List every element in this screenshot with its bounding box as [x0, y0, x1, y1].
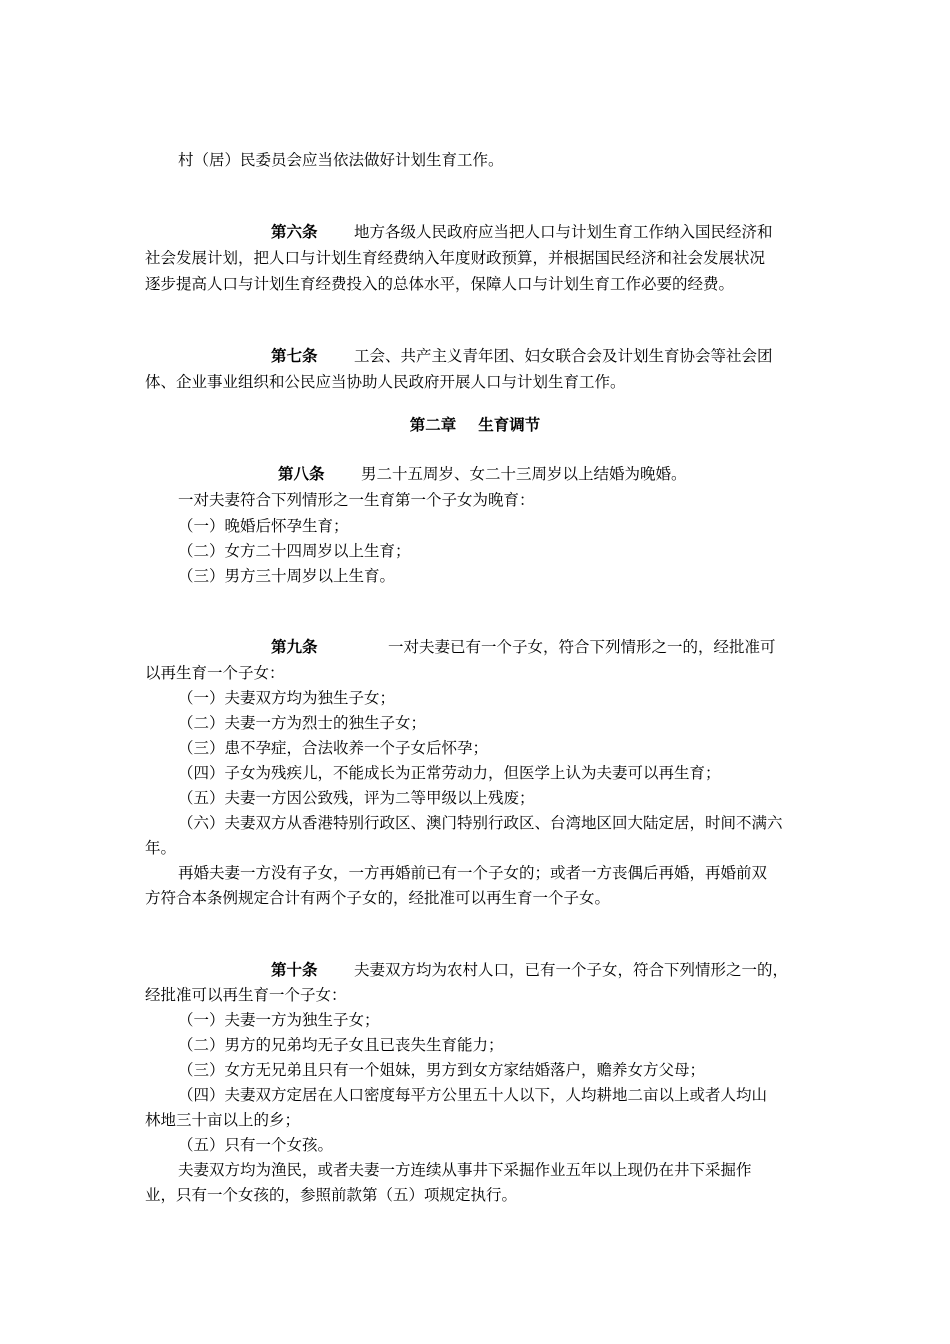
intro-text: 村（居）民委员会应当依法做好计划生育工作。 — [178, 151, 504, 169]
article-8-item-3: （三）男方三十周岁以上生育。 — [178, 567, 396, 585]
article-10-title: 第十条 — [271, 960, 318, 979]
chapter-heading — [0, 412, 950, 438]
article-9-item-6-line-1: （六）夫妻双方从香港特别行政区、澳门特别行政区、台湾地区回大陆定居，时间不满六 — [178, 814, 783, 832]
article-10-paragraph-line-2: 业，只有一个女孩的，参照前款第（五）项规定执行。 — [145, 1186, 518, 1204]
article-10-item-4-line-2: 林地三十亩以上的乡； — [145, 1111, 301, 1129]
article-8-line-1: 男二十五周岁、女二十三周岁以上结婚为晚婚。 — [361, 465, 687, 483]
article-10-item-2: （二）男方的兄弟均无子女且已丧失生育能力； — [178, 1036, 504, 1054]
article-9-title: 第九条 — [271, 637, 318, 656]
article-8-title: 第八条 — [278, 464, 325, 483]
article-10-paragraph-line-1: 夫妻双方均为渔民，或者夫妻一方连续从事井下采掘作业五年以上现仍在井下采掘作 — [178, 1161, 752, 1179]
article-7-line-1: 工会、共产主义青年团、妇女联合会及计划生育协会等社会团 — [354, 347, 773, 365]
article-8-item-1: （一）晚婚后怀孕生育； — [178, 517, 349, 535]
article-10-line-1: 夫妻双方均为农村人口，已有一个子女，符合下列情形之一的， — [354, 961, 789, 979]
chapter-number: 第二章 — [409, 415, 457, 434]
article-7-line-2: 体、企业事业组织和公民应当协助人民政府开展人口与计划生育工作。 — [145, 373, 626, 391]
article-6-line-2: 社会发展计划，把人口与计划生育经费纳入年度财政预算，并根据国民经济和社会发展状况 — [145, 249, 766, 267]
article-9-item-3: （三）患不孕症，合法收养一个子女后怀孕； — [178, 739, 489, 757]
article-9-line-2: 以再生育一个子女： — [145, 664, 285, 682]
article-10-item-4-line-1: （四）夫妻双方定居在人口密度每平方公里五十人以下，人均耕地二亩以上或者人均山 — [178, 1086, 768, 1104]
article-10-item-3: （三）女方无兄弟且只有一个姐妹，男方到女方家结婚落户，赡养女方父母； — [178, 1061, 706, 1079]
article-9-item-6-line-2: 年。 — [145, 839, 177, 857]
article-9-paragraph-line-1: 再婚夫妻一方没有子女，一方再婚前已有一个子女的；或者一方丧偶后再婚，再婚前双 — [178, 864, 768, 882]
article-6-line-1: 地方各级人民政府应当把人口与计划生育工作纳入国民经济和 — [354, 223, 773, 241]
article-6-line-3: 逐步提高人口与计划生育经费投入的总体水平，保障人口与计划生育工作必要的经费。 — [145, 275, 735, 293]
article-6-title: 第六条 — [271, 222, 318, 241]
article-9-item-4: （四）子女为残疾儿，不能成长为正常劳动力，但医学上认为夫妻可以再生育； — [178, 764, 721, 782]
article-9-line-1: 一对夫妻已有一个子女，符合下列情形之一的，经批准可 — [388, 638, 776, 656]
article-7-title: 第七条 — [271, 346, 318, 365]
article-8-line-2: 一对夫妻符合下列情形之一生育第一个子女为晚育： — [178, 491, 535, 509]
article-10-line-2: 经批准可以再生育一个子女： — [145, 986, 347, 1004]
article-10-item-5: （五）只有一个女孩。 — [178, 1136, 334, 1154]
article-9-item-2: （二）夫妻一方为烈士的独生子女； — [178, 714, 427, 732]
article-9-item-1: （一）夫妻双方均为独生子女； — [178, 689, 396, 707]
article-9-paragraph-line-2: 方符合本条例规定合计有两个子女的，经批准可以再生育一个子女。 — [145, 889, 611, 907]
article-8-item-2: （二）女方二十四周岁以上生育； — [178, 542, 411, 560]
article-9-item-5: （五）夫妻一方因公致残，评为二等甲级以上残废； — [178, 789, 535, 807]
chapter-name: 生育调节 — [478, 415, 541, 434]
article-10-item-1: （一）夫妻一方为独生子女； — [178, 1011, 380, 1029]
